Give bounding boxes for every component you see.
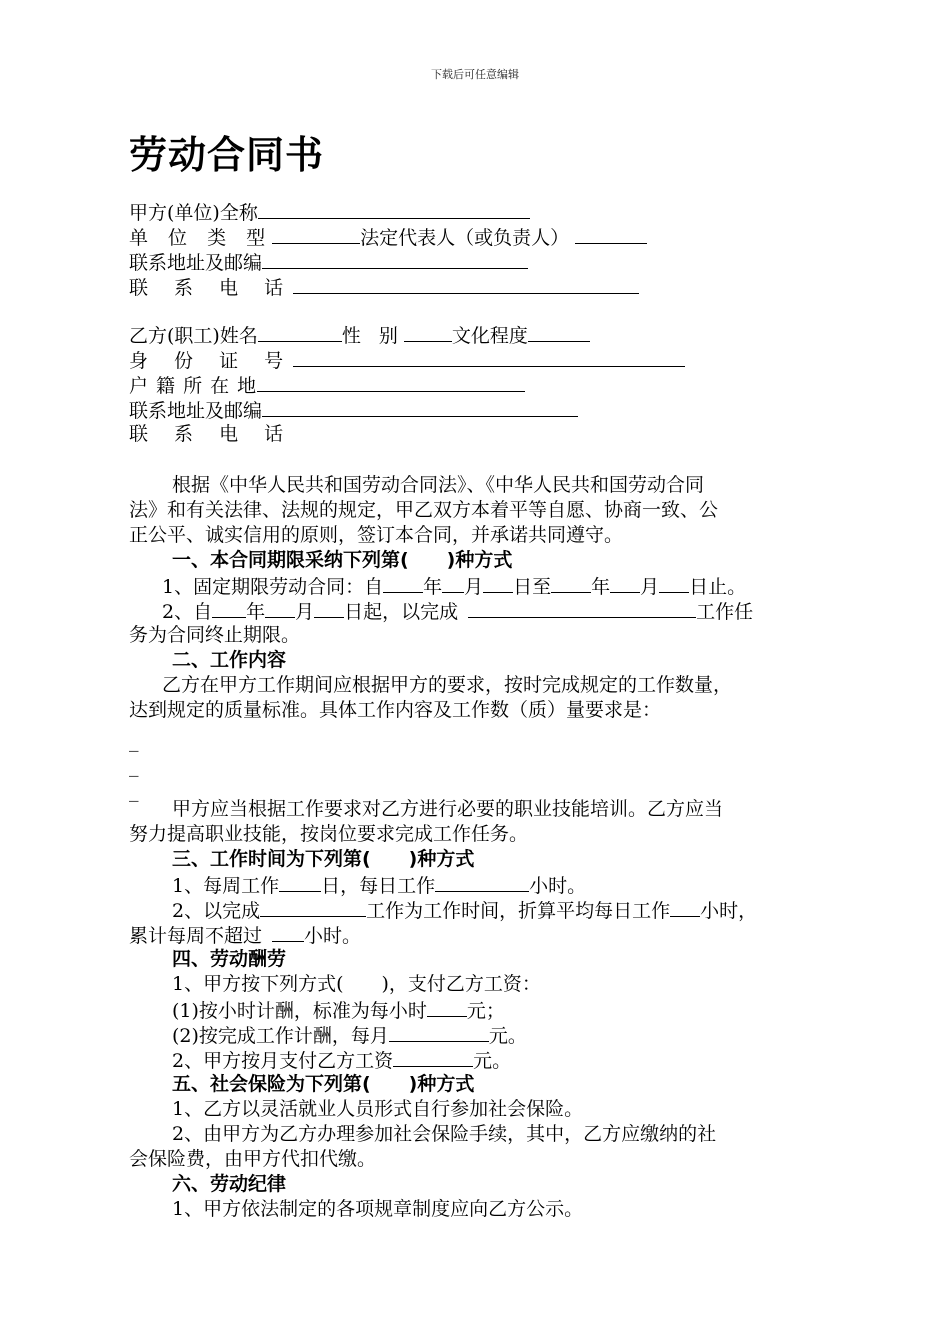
blank[interactable]	[442, 573, 464, 593]
section-1-line-3: 务为合同终止期限。	[129, 624, 301, 646]
party-b-phone-label: 联 系 电 话	[129, 423, 294, 445]
s1-l2-end: 工作任	[696, 601, 754, 623]
s1-l1-text: 1、固定期限劳动合同：自	[162, 576, 384, 598]
section-5-line-2: 2、由甲方为乙方办理参加社会保险手续，其中，乙方应缴纳的社	[172, 1123, 717, 1145]
s3-l3-end: 小时。	[304, 925, 362, 947]
section-3-heading: 三、工作时间为下列第( )种方式	[172, 848, 475, 870]
party-b-id-line	[129, 347, 685, 374]
s1-l1-month2: 月	[640, 576, 660, 598]
section-6-line-1: 1、甲方依法制定的各项规章制度应向乙方公示。	[172, 1198, 584, 1220]
blank[interactable]	[383, 573, 423, 593]
party-a-address-line	[129, 249, 528, 276]
party-a-address-label: 联系地址及邮编	[129, 252, 263, 274]
section-5-line-1: 1、乙方以灵活就业人员形式自行参加社会保险。	[172, 1098, 584, 1120]
s1-l1-day-to: 日至	[513, 576, 552, 598]
party-a-phone-label: 联 系 电 话	[129, 277, 294, 299]
section-3-line-1	[172, 872, 586, 899]
party-a-name-blank[interactable]	[258, 199, 530, 219]
s1-l1-month: 月	[464, 576, 484, 598]
s3-l1-end: 小时。	[529, 875, 587, 897]
document-title: 劳动合同书	[129, 133, 325, 177]
party-b-name-line	[129, 322, 590, 349]
blank-line-2[interactable]: _	[129, 755, 139, 777]
party-a-type-label: 单 位 类 型	[129, 227, 273, 249]
party-b-gender-label: 性 别	[341, 325, 404, 347]
section-4-line-2	[172, 997, 505, 1024]
s3-l1-mid: 日，每日工作	[321, 875, 436, 897]
party-a-type-blank[interactable]	[272, 224, 360, 244]
s1-l2-day-from: 日起，以完成	[344, 601, 459, 623]
s1-l1-year2: 年	[591, 576, 611, 598]
section-3-line-3	[129, 922, 361, 949]
blank[interactable]	[435, 872, 529, 892]
section-2-para-1: 乙方在甲方工作期间应根据甲方的要求，按时完成规定的工作数量，	[162, 674, 733, 696]
s3-l2-end: 小时，	[700, 900, 758, 922]
party-b-hukou-blank[interactable]	[257, 372, 525, 392]
party-b-address-line	[129, 397, 578, 424]
party-b-phone-line	[129, 422, 293, 447]
blank[interactable]	[659, 573, 689, 593]
party-b-address-label: 联系地址及邮编	[129, 400, 263, 422]
blank[interactable]	[393, 1047, 473, 1067]
blank[interactable]	[483, 573, 513, 593]
party-a-name-line	[129, 199, 530, 226]
s3-l2-mid: 工作为工作时间，折算平均每日工作	[366, 900, 671, 922]
s4-l2-end: 元；	[466, 1000, 505, 1022]
section-2-para-4: 努力提高职业技能，按岗位要求完成工作任务。	[129, 823, 529, 845]
blank-line-3[interactable]: _	[129, 780, 139, 802]
section-1-line-2	[162, 598, 753, 625]
blank[interactable]	[260, 897, 366, 917]
party-b-gender-blank[interactable]	[404, 322, 452, 342]
blank[interactable]	[212, 598, 246, 618]
blank[interactable]	[670, 897, 700, 917]
blank[interactable]	[551, 573, 591, 593]
s4-l3-text: (2)按完成工作计酬，每月	[172, 1025, 389, 1047]
s1-l1-end: 日止。	[689, 576, 747, 598]
party-a-type-line	[129, 224, 647, 251]
section-4-line-1: 1、甲方按下列方式( )，支付乙方工资：	[172, 973, 541, 995]
blank[interactable]	[265, 598, 295, 618]
party-a-name-label: 甲方(单位)全称	[129, 202, 258, 224]
party-b-name-blank[interactable]	[258, 322, 342, 342]
s1-l1-year: 年	[423, 576, 443, 598]
section-4-line-3	[172, 1022, 527, 1049]
blank[interactable]	[279, 872, 321, 892]
party-a-phone-line	[129, 274, 639, 301]
blank-line-1[interactable]: _	[129, 730, 139, 752]
s1-l2-text: 2、自	[162, 601, 213, 623]
section-5-line-3: 会保险费，由甲方代扣代缴。	[129, 1148, 377, 1170]
party-b-hukou-line	[129, 372, 525, 399]
blank[interactable]	[427, 997, 467, 1017]
s3-l3-text: 累计每周不超过	[129, 925, 263, 947]
s3-l1-text: 1、每周工作	[172, 875, 280, 897]
section-1-line-1	[162, 573, 746, 600]
section-5-heading: 五、社会保险为下列第( )种方式	[172, 1073, 475, 1095]
section-2-para-2: 达到规定的质量标准。具体工作内容及工作数（质）量要求是：	[129, 699, 662, 721]
s1-l2-year: 年	[246, 601, 266, 623]
party-b-edu-blank[interactable]	[528, 322, 590, 342]
page-header: 下载后可任意编辑	[431, 68, 519, 81]
party-a-phone-blank[interactable]	[293, 274, 639, 294]
party-a-address-blank[interactable]	[262, 249, 528, 269]
party-b-edu-label: 文化程度	[451, 325, 528, 347]
party-b-hukou-label: 户 籍 所 在 地	[129, 375, 258, 397]
blank[interactable]	[610, 573, 640, 593]
section-4-line-4	[172, 1047, 511, 1074]
s1-l2-month: 月	[295, 601, 315, 623]
s4-l3-end: 元。	[488, 1025, 527, 1047]
s3-l2-text: 2、以完成	[172, 900, 261, 922]
section-6-heading: 六、劳动纪律	[172, 1173, 287, 1195]
intro-line-1: 根据《中华人民共和国劳动合同法》、《中华人民共和国劳动合同	[172, 474, 705, 496]
blank[interactable]	[468, 598, 696, 618]
section-2-para-3: 甲方应当根据工作要求对乙方进行必要的职业技能培训。乙方应当	[172, 798, 724, 820]
party-a-rep-label: 法定代表人（或负责人）	[360, 227, 570, 249]
blank[interactable]	[389, 1022, 489, 1042]
blank[interactable]	[272, 922, 304, 942]
s4-l2-text: (1)按小时计酬，标准为每小时	[172, 1000, 427, 1022]
party-a-rep-blank[interactable]	[575, 224, 647, 244]
s4-l4-end: 元。	[473, 1050, 512, 1072]
section-4-heading: 四、劳动酬劳	[172, 948, 287, 970]
s4-l4-text: 2、甲方按月支付乙方工资	[172, 1050, 394, 1072]
blank[interactable]	[314, 598, 344, 618]
party-b-name-label: 乙方(职工)姓名	[129, 325, 258, 347]
party-b-id-blank[interactable]	[293, 347, 685, 367]
section-2-heading: 二、工作内容	[172, 649, 287, 671]
section-1-heading: 一、本合同期限采纳下列第( )种方式	[172, 549, 513, 571]
party-b-address-blank[interactable]	[262, 397, 578, 417]
party-b-id-label: 身 份 证 号	[129, 350, 294, 372]
intro-line-3: 正公平、诚实信用的原则，签订本合同，并承诺共同遵守。	[129, 524, 624, 546]
section-3-line-2	[172, 897, 757, 924]
intro-line-2: 法》和有关法律、法规的规定，甲乙双方本着平等自愿、协商一致、公	[129, 499, 719, 521]
